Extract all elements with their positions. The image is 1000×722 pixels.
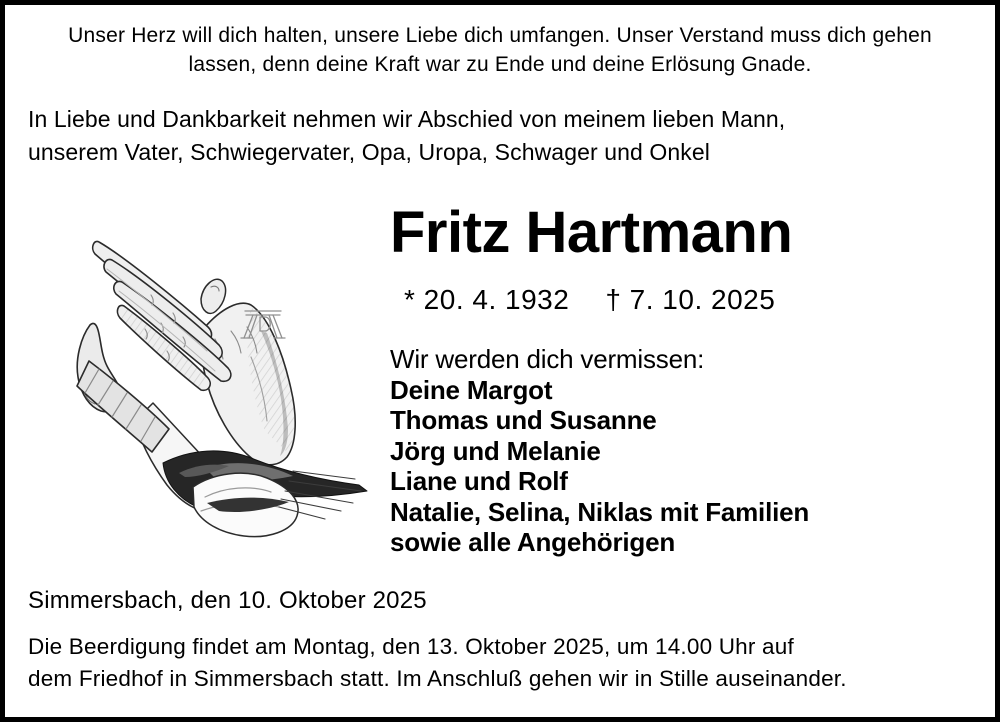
birth-date: * 20. 4. 1932 — [404, 284, 570, 315]
mourner-line: sowie alle Angehörigen — [390, 527, 676, 557]
praying-hands-image — [55, 235, 375, 550]
intro-paragraph — [28, 103, 785, 169]
funeral-line-1: Die Beerdigung findet am Montag, den 13. Oktober 2025, um 14.00 Uhr auf — [28, 634, 794, 659]
mourner-line: Natalie, Selina, Niklas mit Familien — [390, 496, 810, 527]
mourner-line: Liane und Rolf — [390, 466, 568, 496]
epigraph-line-1: Unser Herz will dich halten, unsere Liebe dich umfangen. Unser Verstand muss dich gehen — [68, 24, 932, 47]
place-date-line: Simmersbach, den 10. Oktober 2025 — [28, 587, 427, 614]
praying-hands-icon — [55, 235, 375, 550]
mourner-line: Deine Margot — [390, 374, 553, 405]
funeral-info — [28, 631, 847, 695]
intro-line-1: In Liebe und Dankbarkeit nehmen wir Abschied von meinem lieben Mann, — [28, 106, 786, 132]
mourners-list — [390, 344, 950, 558]
mourner-line: Thomas und Susanne — [390, 405, 657, 435]
epigraph-line-2: lassen, denn deine Kraft war zu Ende und deine Erlösung Gnade. — [188, 53, 812, 76]
mourner-line: Jörg und Melanie — [390, 435, 601, 466]
deceased-name: Fritz Hartmann — [390, 200, 793, 265]
epigraph-quote — [5, 21, 995, 79]
life-dates — [390, 283, 950, 317]
announcement-block — [390, 200, 950, 558]
intro-line-2: unserem Vater, Schwiegervater, Opa, Uropa, Schwager und Onkel — [28, 139, 710, 165]
funeral-line-2: dem Friedhof in Simmersbach statt. Im Anschluß gehen wir in Stille auseinander. — [28, 666, 847, 691]
mourners-heading: Wir werden dich vermissen: — [390, 344, 705, 374]
death-date: † 7. 10. 2025 — [605, 284, 776, 315]
